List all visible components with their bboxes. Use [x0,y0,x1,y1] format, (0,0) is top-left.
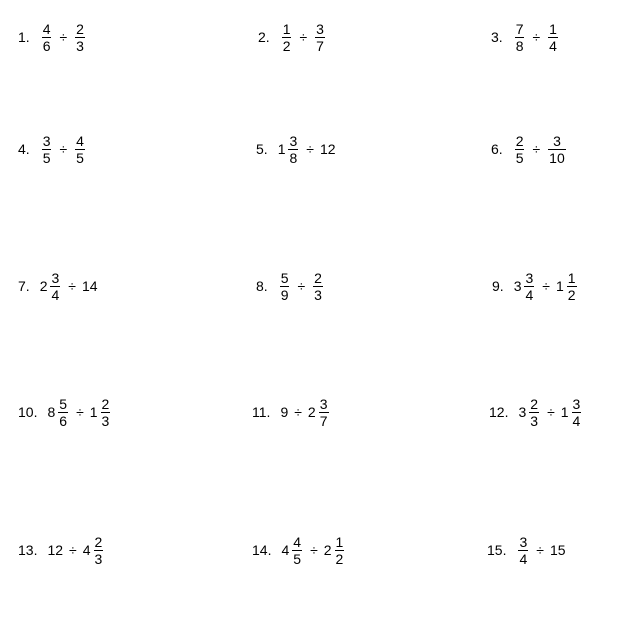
problem-number: 1. [18,29,30,45]
left-operand: 12 [47,542,64,558]
left-operand [513,21,527,54]
fraction [529,396,539,429]
denominator: 3 [101,412,110,429]
right-operand: 12 [319,141,336,157]
fraction [50,270,60,303]
denominator: 3 [94,550,103,567]
fraction [548,21,558,54]
right-operand [561,396,584,429]
denominator: 3 [314,286,322,303]
denominator: 4 [549,37,557,54]
fraction [572,396,582,429]
problem-number: 11. [252,404,271,420]
numerator: 4 [293,533,302,550]
left-operand [514,270,537,303]
divide-sign: ÷ [76,404,84,420]
problem-12 [489,392,583,432]
numerator: 1 [549,20,557,37]
whole-number: 2 [323,542,332,558]
problem-11 [252,392,331,432]
numerator: 1 [282,20,291,37]
numerator: 3 [572,395,581,412]
denominator: 7 [319,412,328,429]
divide-sign: ÷ [294,404,302,420]
fraction [292,534,302,567]
numerator: 4 [76,132,84,149]
whole-number: 3 [513,278,522,294]
whole-number: 2 [307,404,316,420]
divide-sign: ÷ [532,29,541,45]
divide-sign: ÷ [59,141,68,157]
denominator: 4 [525,286,534,303]
right-operand [73,133,87,166]
problem-14 [252,530,346,570]
divide-sign: ÷ [299,29,308,45]
problem-number: 6. [491,141,503,157]
fraction [75,21,85,54]
fraction [313,270,323,303]
right-operand [324,534,347,567]
numerator: 2 [101,395,110,412]
denominator: 2 [567,286,576,303]
divide-sign: ÷ [310,542,318,558]
divide-sign: ÷ [542,278,550,294]
problem-8 [256,266,325,306]
problem-number: 5. [256,141,268,157]
numerator: 5 [280,269,289,286]
problem-number: 14. [252,542,272,558]
left-operand [278,133,301,166]
left-operand [281,534,304,567]
numerator: 7 [515,20,524,37]
problem-number: 2. [258,29,270,45]
problem-number: 12. [489,404,509,420]
denominator: 4 [51,286,60,303]
left-operand [278,270,292,303]
divide-sign: ÷ [532,141,541,157]
denominator: 8 [515,37,524,54]
whole-number: 4 [281,542,290,558]
divide-sign: ÷ [547,404,555,420]
right-operand [311,270,325,303]
fraction [94,534,104,567]
whole-number: 1 [560,404,569,420]
left-operand [516,534,530,567]
numerator: 2 [530,395,539,412]
numerator: 3 [553,132,561,149]
fraction [75,133,85,166]
left-operand [40,21,54,54]
whole-number: 3 [518,404,527,420]
problem-2 [258,17,327,57]
denominator: 7 [316,37,324,54]
problem-number: 13. [18,542,38,558]
whole-number: 4 [82,542,91,558]
numerator: 5 [59,395,68,412]
numerator: 2 [76,20,84,37]
left-operand [47,396,70,429]
problem-number: 4. [18,141,30,157]
numerator: 2 [94,533,103,550]
fraction [518,534,528,567]
problem-6 [491,129,568,169]
numerator: 1 [567,269,576,286]
fraction [335,534,345,567]
problem-15 [487,530,566,570]
right-operand [73,21,87,54]
numerator: 3 [289,132,298,149]
numerator: 3 [316,20,324,37]
numerator: 3 [519,533,528,550]
denominator: 10 [549,149,565,166]
denominator: 8 [289,149,298,166]
problem-1 [18,17,87,57]
fraction [548,133,566,166]
denominator: 6 [42,37,51,54]
fraction [567,270,577,303]
numerator: 3 [319,395,328,412]
numerator: 3 [51,269,60,286]
denominator: 4 [519,550,528,567]
right-operand: 15 [549,542,566,558]
divide-sign: ÷ [536,542,544,558]
problem-number: 10. [18,404,38,420]
right-operand [83,534,106,567]
problem-4 [18,129,87,169]
denominator: 2 [282,37,291,54]
left-operand [40,133,54,166]
denominator: 3 [530,412,539,429]
denominator: 5 [515,149,524,166]
divide-sign: ÷ [68,278,76,294]
right-operand [313,21,327,54]
fraction [42,133,52,166]
whole-number: 2 [39,278,48,294]
problem-number: 15. [487,542,507,558]
fraction [288,133,298,166]
denominator: 4 [572,412,581,429]
denominator: 2 [335,550,344,567]
left-operand [40,270,63,303]
fraction [42,21,52,54]
numerator: 3 [525,269,534,286]
fraction [319,396,329,429]
left-operand: 9 [280,404,289,420]
fraction [315,21,325,54]
right-operand [90,396,113,429]
left-operand [280,21,294,54]
divide-sign: ÷ [306,141,314,157]
problem-number: 9. [492,278,504,294]
divide-sign: ÷ [69,542,77,558]
left-operand [513,133,527,166]
divide-sign: ÷ [59,29,68,45]
denominator: 5 [76,149,84,166]
whole-number: 8 [47,404,56,420]
numerator: 3 [42,132,51,149]
fraction [524,270,534,303]
right-operand [556,270,579,303]
right-operand [546,21,560,54]
problem-3 [491,17,560,57]
problem-number: 7. [18,278,30,294]
fraction [58,396,68,429]
denominator: 3 [76,37,84,54]
numerator: 2 [515,132,524,149]
numerator: 4 [42,20,51,37]
fraction [282,21,292,54]
right-operand [308,396,331,429]
denominator: 5 [42,149,51,166]
problem-13 [18,530,105,570]
problem-5 [256,129,336,169]
denominator: 6 [59,412,68,429]
fraction [101,396,111,429]
whole-number: 1 [277,141,286,157]
numerator: 1 [335,533,344,550]
divide-sign: ÷ [297,278,306,294]
problem-10 [18,392,112,432]
fraction [515,21,525,54]
whole-number: 1 [555,278,564,294]
numerator: 2 [314,269,322,286]
fraction [515,133,525,166]
denominator: 5 [293,550,302,567]
problem-9 [492,266,579,306]
right-operand [546,133,568,166]
denominator: 9 [280,286,289,303]
problem-number: 8. [256,278,268,294]
problem-7 [18,266,98,306]
problem-number: 3. [491,29,503,45]
right-operand: 14 [81,278,98,294]
fraction [280,270,290,303]
whole-number: 1 [89,404,98,420]
left-operand [518,396,541,429]
